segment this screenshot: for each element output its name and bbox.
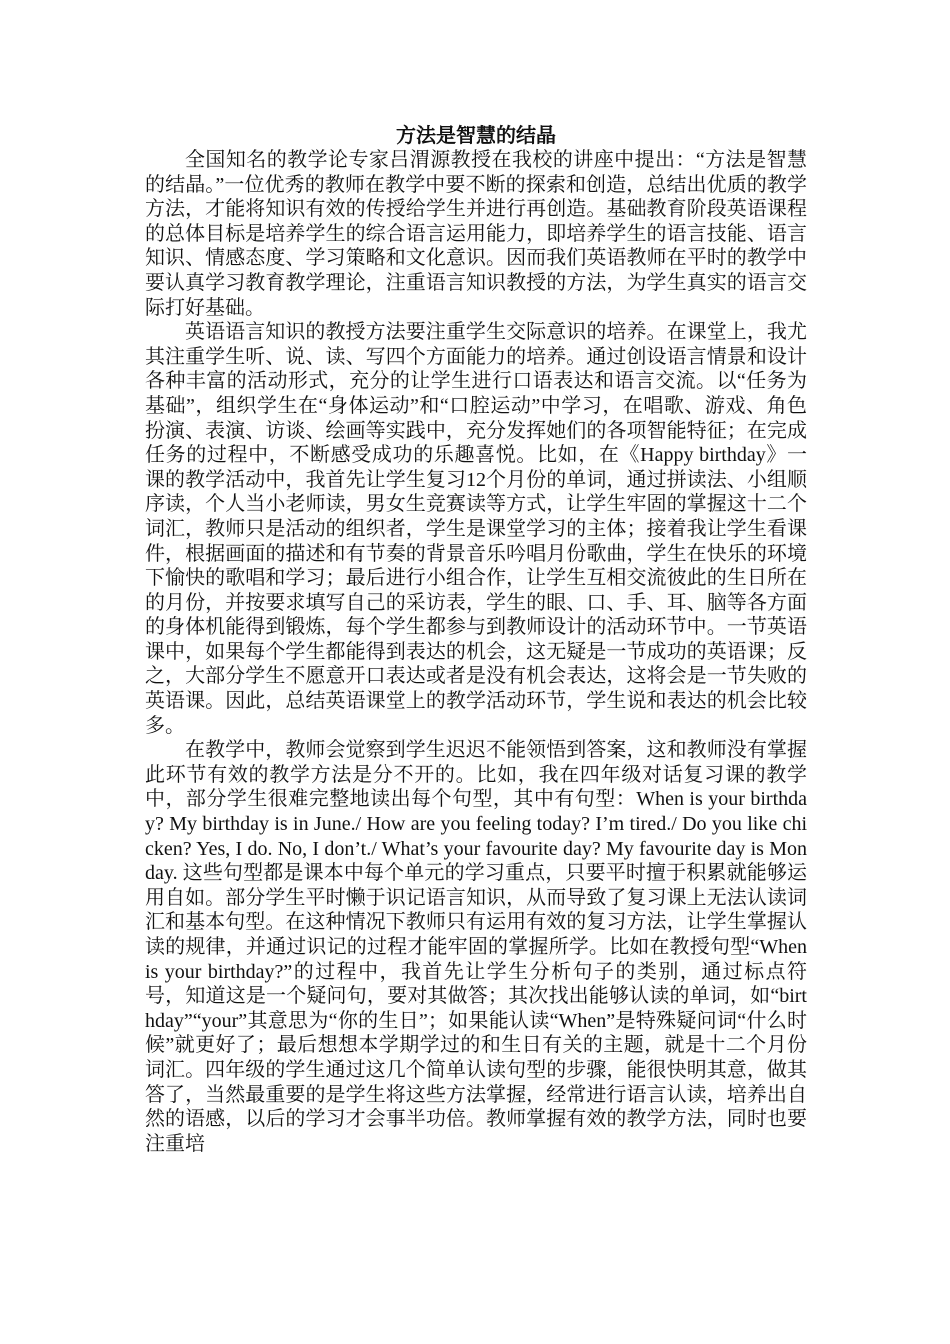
document-body [145,124,807,1156]
paragraph-communication: 英语语言知识的教授方法要注重学生交际意识的培养。在课堂上，我尤其注重学生听、说、读、写四个方面能力的培养。通过创设语言情景和设计各种丰富的活动形式，充分的让学生进行口语表达和语言交流。以“任务为基础”，组织学生在“身体运动”和“口腔运动”中学习，在唱歌、游戏、角色扮演、表演、访谈、绘画等实践中，充分发挥她们的各项智能特征；在完成任务的过程中，不断感受成功的乐趣喜悦。比如，在《Happy birthday》一课的教学活动中，我首先让学生复习12个月份的单词，通过拼读法、小组顺序读，个人当小老师读，男女生竞赛读等方式，让学生牢固的掌握这十二个词汇，教师只是活动的组织者，学生是课堂学习的主体；接着我让学生看课件，根据画面的描述和有节奏的背景音乐吟唱月份歌曲，学生在快乐的环境下愉快的歌唱和学习；最后进行小组合作，让学生互相交流彼此的生日所在的月份，并按要求填写自己的采访表，学生的眼、口、手、耳、脑等各方面的身体机能得到锻炼，每个学生都参与到教师设计的活动环节中。一节英语课中，如果每个学生都能得到表达的机会，这无疑是一节成功的英语课；反之，大部分学生不愿意开口表达或者是没有机会表达，这将会是一节失败的英语课。因此，总结英语课堂上的教学活动环节，学生说和表达的机会比较多。 [145,321,807,737]
paragraph-teaching-methods: 在教学中，教师会觉察到学生迟迟不能领悟到答案，这和教师没有掌握此环节有效的教学方法是分不开的。比如，我在四年级对话复习课的教学中，部分学生很难完整地读出每个句型，其中有句型：When is your birthday? My birthday is in June./ How are you feeling today? I’m tired./ Do you like chicken? Yes, I do. No, I don’t./ What’s your favourite day? My favourite day is Monday. 这些句型都是课本中每个单元的学习重点，只要平时擅于积累就能够运用自如。部分学生平时懒于识记语言知识，从而导致了复习课上无法认读词汇和基本句型。在这种情况下教师只有运用有效的复习方法，让学生掌握认读的规律，并通过识记的过程才能牢固的掌握所学。比如在教授句型“When is your birthday?”的过程中，我首先让学生分析句子的类别，通过标点符号，知道这是一个疑问句，要对其做答；其次找出能够认读的单词，如“birthday”“your”其意思为“你的生日”；如果能认读“When”是特殊疑问词“什么时候”就更好了；最后想想本学期学过的和生日有关的主题，就是十二个月份词汇。四年级的学生通过这几个简单认读句型的步骤，能很快明其意，做其答了，当然最重要的是学生将这些方法掌握，经常进行语言认读，培养出自然的语感，以后的学习才会事半功倍。教师掌握有效的教学方法，同时也要注重培 [145,739,807,1155]
document-title: 方法是智慧的结晶 [396,125,556,147]
paragraph-intro: 全国知名的教学论专家吕渭源教授在我校的讲座中提出：“方法是智慧的结晶。”一位优秀的教师在教学中要不断的探索和创造，总结出优质的教学方法，才能将知识有效的传授给学生并进行再创造。基础教育阶段英语课程的总体目标是培养学生的综合语言运用能力，即培养学生的语言技能、语言知识、情感态度、学习策略和文化意识。因而我们英语教师在平时的教学中要认真学习教育教学理论，注重语言知识教授的方法，为学生真实的语言交际打好基础。 [145,149,807,319]
